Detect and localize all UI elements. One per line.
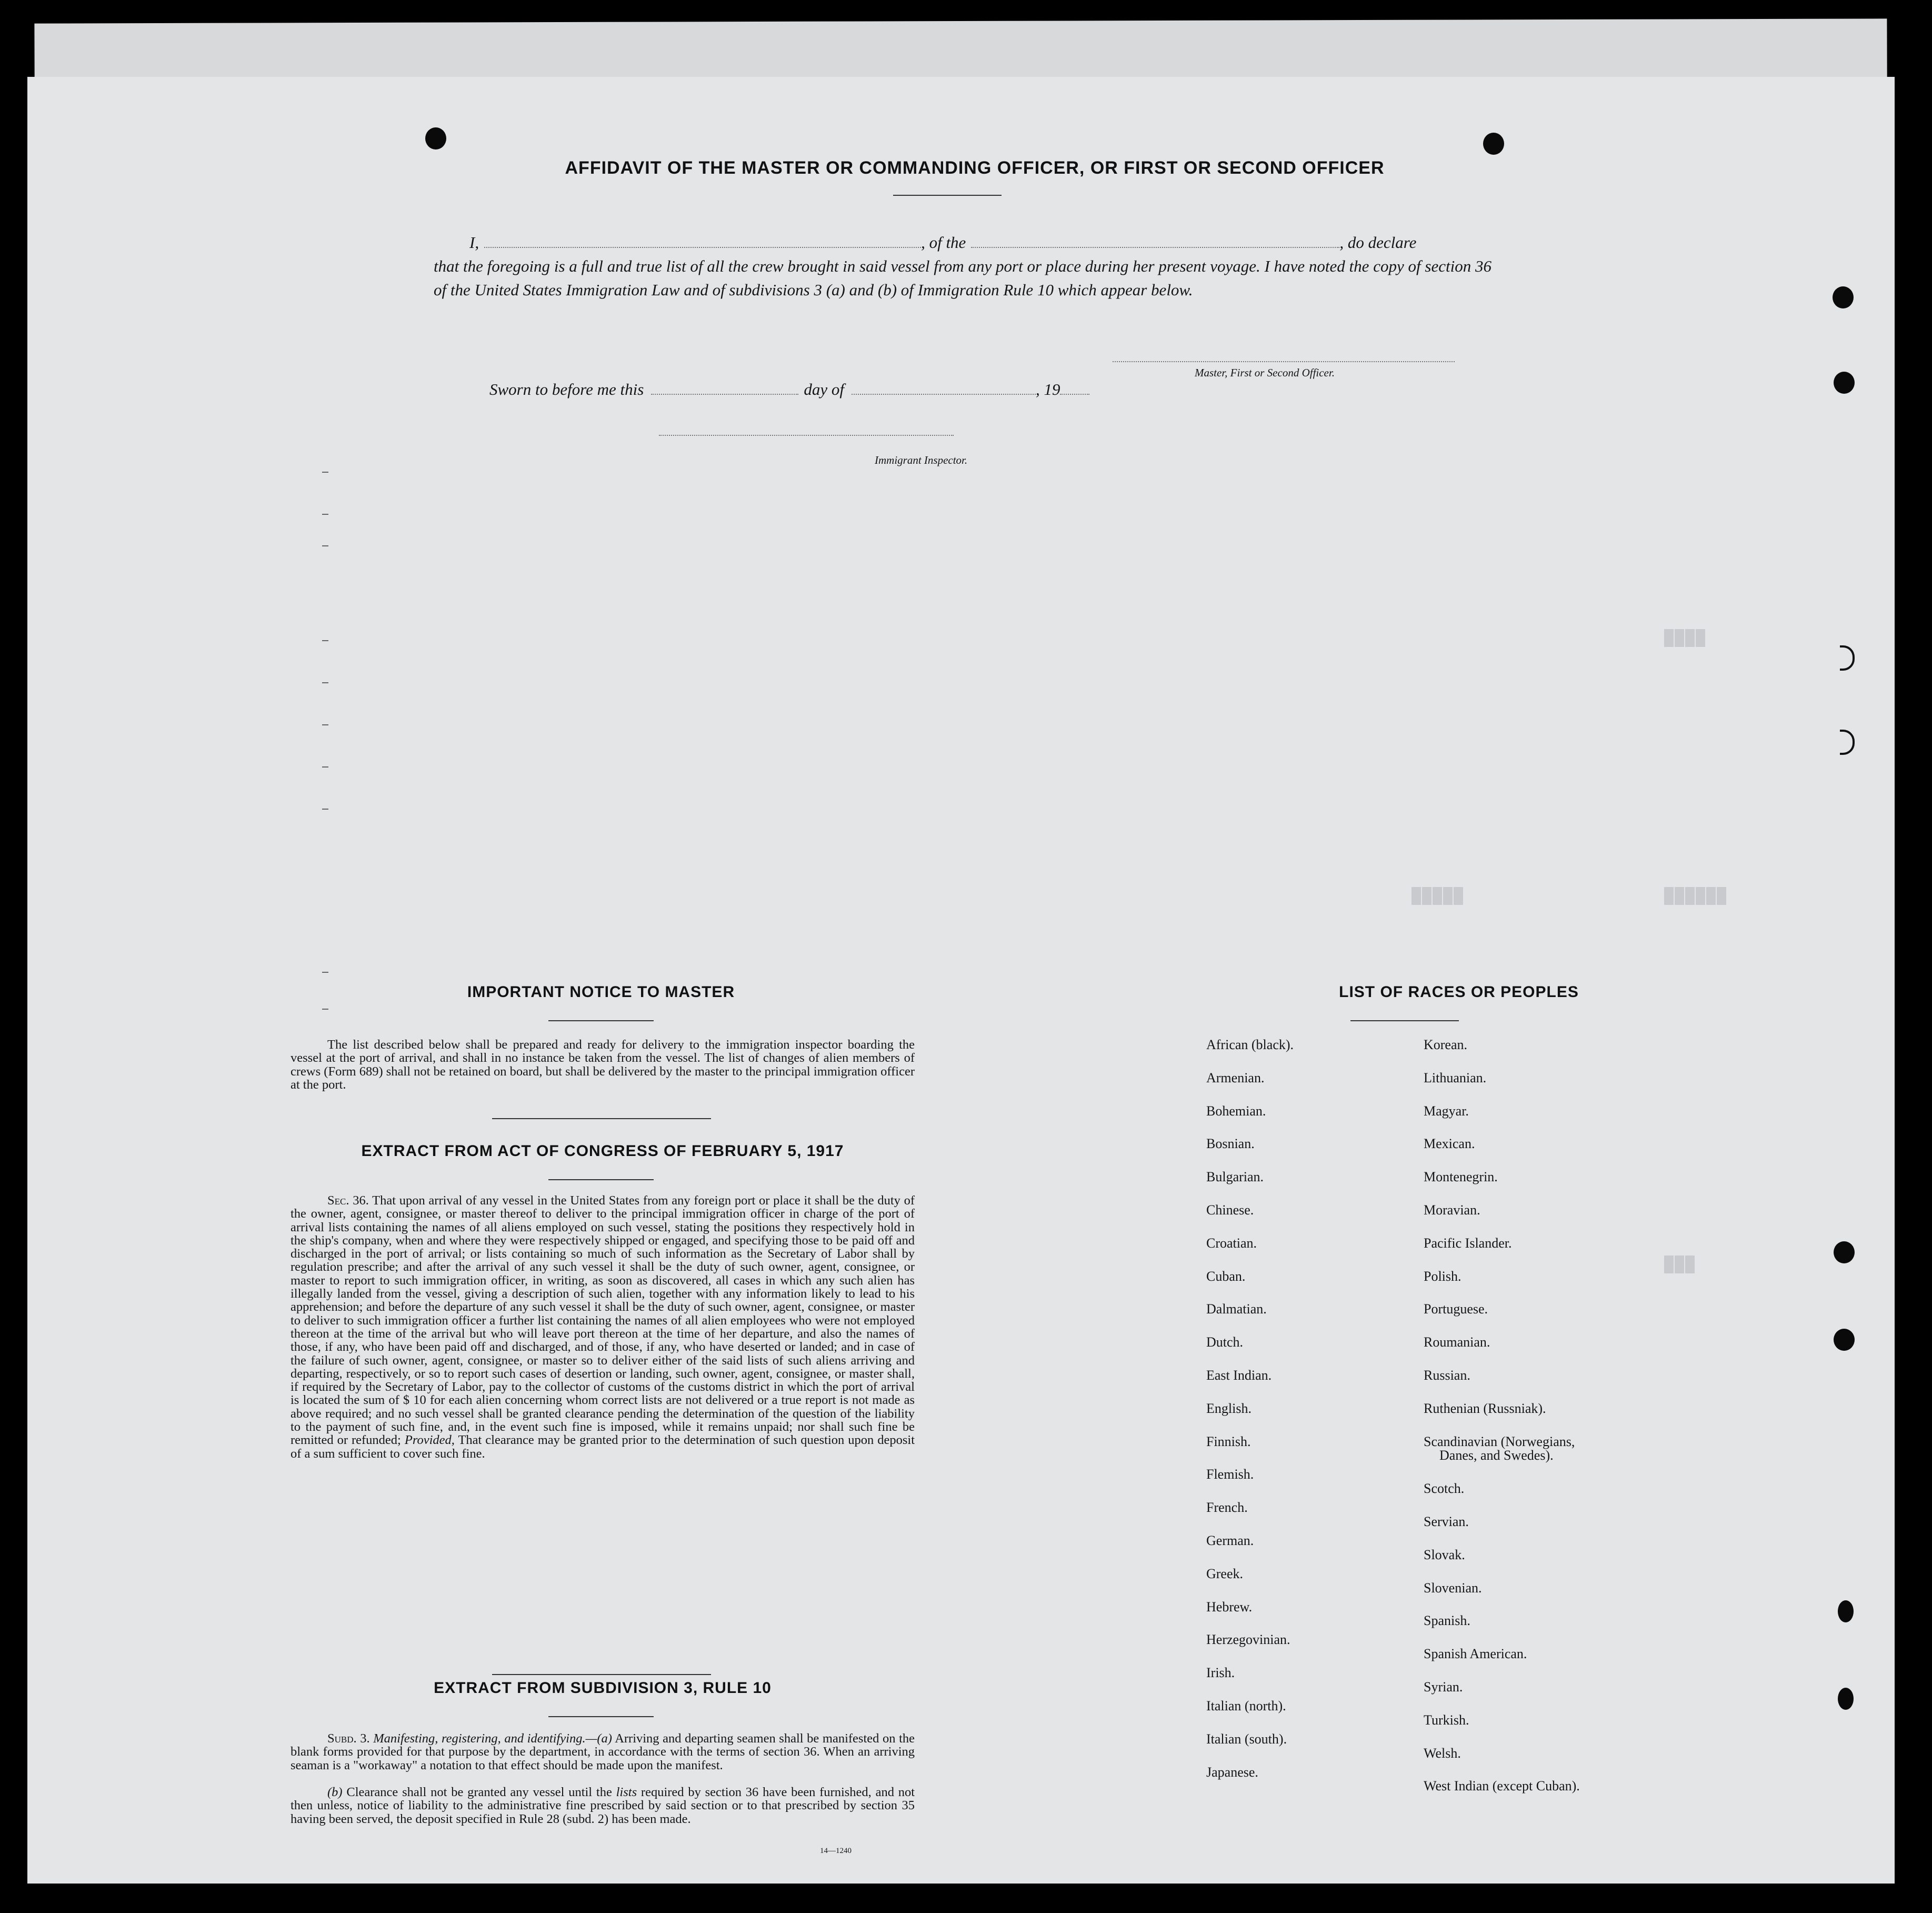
vessel-name-field[interactable] [971,247,1339,248]
declare-suffix: , do declare [1339,233,1417,252]
race-item: Turkish. [1424,1712,1469,1728]
race-item: Flemish. [1206,1467,1254,1482]
punch-hole-icon [425,127,446,150]
race-item: Dutch. [1206,1334,1244,1350]
race-item: Spanish American. [1424,1646,1527,1662]
margin-mark [322,766,328,768]
section-body-end: That clearance may be granted prior to the determination of such question upon deposit of a sum sufficient to cover such fine. [291,1433,915,1461]
inspector-signature-field[interactable] [659,435,954,436]
race-item: Italian (north). [1206,1698,1286,1713]
provided-word: Provided, [404,1433,455,1448]
margin-mark [322,640,328,641]
punch-hole-icon [1483,133,1504,155]
punch-hole-icon [1838,1600,1854,1622]
inspector-signature-label: Immigrant Inspector. [875,454,968,466]
affidavit-statement: that the foregoing is a full and true list of all the crew brought in said vessel from any port or place during her present voyage. I have noted the copy of section 36 of the United States Immigration Law and of subdivisions 3 (a) and (b) of Immigration Rule 10 which appear below. [434,257,1491,299]
margin-mark [322,545,328,546]
punch-hole-icon [1834,1329,1855,1351]
margin-mark [322,724,328,725]
sworn-prefix: Sworn to before me this [489,380,644,398]
punch-hole-icon [1833,286,1854,308]
race-item: Ruthenian (Russniak). [1424,1400,1546,1416]
bleed-through-text: ███ [1664,1256,1696,1274]
subd-para-a: Arriving and departing seamen shall be manifested on the blank forms provided for that purpose by the department, in accordance with the terms of section 36. When an arriving seaman is a "workaway" a notation to that effect should be made upon the manifest. [291,1731,915,1772]
master-signature-label: Master, First or Second Officer. [1195,366,1335,379]
rule-extract-title: EXTRACT FROM SUBDIVISION 3, RULE 10 [434,1679,772,1697]
race-item: Armenian. [1206,1070,1265,1085]
race-item: West Indian (except Cuban). [1424,1778,1580,1794]
declarant-name-field[interactable] [484,247,921,248]
race-item: Croatian. [1206,1235,1257,1251]
declaration-line [434,231,1491,254]
race-item: Mexican. [1424,1136,1475,1152]
sworn-line [489,380,1089,399]
race-item: Scotch. [1424,1481,1465,1497]
rule-para-b [291,1786,915,1826]
race-item: Greek. [1206,1566,1244,1581]
margin-mark [322,1009,328,1010]
race-item: German. [1206,1533,1254,1548]
para-b-lists: lists [616,1785,637,1799]
races-title-underline [1350,1020,1459,1021]
race-item: Roumanian. [1424,1334,1490,1350]
notice-body: The list described below shall be prepared and ready for delivery to the immigration inspector boarding the vessel at the port of arrival, and shall in no instance be taken from the vessel. The list of changes of alien members of crews (Form 689) shall not be retained on board, but shall be delivered by the master to the principal immigration officer at the port. [291,1038,915,1092]
race-item: Dalmatian. [1206,1301,1267,1317]
para-b-text-2: required by section 36 have been furnished, and not then unless, notice of liability to the administrative fine prescribed by said section or to that prescribed by section 35 having been served, the deposit specified in Rule 28 (subd. 2) has been made. [291,1785,915,1826]
race-item: Finnish. [1206,1433,1251,1449]
race-item: Slovenian. [1424,1580,1482,1596]
race-item: French. [1206,1500,1248,1516]
bleed-through-text: ██████ [1664,888,1728,905]
margin-mark [322,514,328,515]
race-item: Polish. [1424,1268,1461,1284]
race-item: Magyar. [1424,1103,1469,1119]
section-label: Sec. 36. [327,1193,369,1208]
subd-title: Manifesting, registering, and identifying.—(a) [373,1731,612,1746]
margin-mark [322,472,328,473]
race-item: Hebrew. [1206,1599,1253,1615]
race-item: Lithuanian. [1424,1070,1487,1085]
vessel-prefix: , of the [921,233,966,252]
torn-hole-icon [1840,730,1855,755]
sworn-day-of: day of [804,380,844,398]
race-item: Irish. [1206,1665,1235,1681]
race-item: Scandinavian (Norwegians, [1424,1433,1575,1449]
punch-hole-icon [1834,1241,1855,1263]
document-page [27,77,1895,1884]
notice-title: IMPORTANT NOTICE TO MASTER [467,983,735,1001]
sworn-year-field[interactable] [1060,394,1089,395]
race-item: Cuban. [1206,1268,1246,1284]
margin-mark [322,972,328,973]
title-underline [893,195,1002,196]
margin-mark [322,682,328,683]
race-item: Pacific Islander. [1424,1235,1512,1251]
race-item: Herzegovinian. [1206,1632,1290,1648]
affidavit-body [434,231,1491,302]
declarant-prefix: I, [469,233,479,252]
race-item: Moravian. [1424,1202,1480,1218]
sworn-year-prefix: , 19 [1035,380,1060,398]
race-item: Russian. [1424,1368,1470,1383]
race-item: Bulgarian. [1206,1169,1264,1185]
race-item: Syrian. [1424,1679,1463,1695]
race-item: Japanese. [1206,1764,1258,1780]
para-b-label: (b) [327,1785,343,1799]
section-body: That upon arrival of any vessel in the United States from any foreign port or place it shall be the duty of the owner, agent, consignee, or master thereof to deliver to the principal immigration officer in charge of the port of arrival lists containing the names of all aliens employed on such vessel, stating the positions they respectively hold in the ship's company, when and where they were respectively shipped or engaged, and specifying those to be paid off and discharged in the port of arrival; or lists containing so much of such information as the Secretary of Labor shall by regulation prescribe; and after the arrival of any such vessel it shall be the duty of such owner, agent, consignee, or master to report to such immigration officer, in writing, as soon as discovered, all cases in which any such alien has illegally landed from the vessel, giving a description of such alien, together with any information likely to lead to his apprehension; and before the departure of any such vessel it shall be the duty of such owner, agent, consignee, or master to deliver to such immigration officer a further list containing the names of all alien employees who were not employed thereon at the time of the arrival but who will leave port thereon at the time of her departure, and also the names of those, if any, who have been paid off and discharged, and of those, if any, who have deserted or landed; and in case of the failure of such owner, agent, consignee, or master so to deliver either of the said lists of such aliens arriving and departing, respectively, or so to report such cases of desertion or landing, such owner, agent, consignee, or master shall, if required by the Secretary of Labor, pay to the collector of customs of the customs district in which the port of arrival is located the sum of $ 10 for each alien concerning whom correct lists are not delivered or a true report is not made as above required; and no such vessel shall be granted clearance pending the determination of the question of the liability to the payment of such fine, and, in the event such fine is imposed, while it remains unpaid; nor shall such fine be remitted or refunded; [291,1193,915,1448]
race-item: Welsh. [1424,1745,1461,1761]
race-item: Italian (south). [1206,1731,1287,1747]
sworn-month-field[interactable] [852,394,1036,395]
race-item: Korean. [1424,1037,1468,1052]
sworn-day-field[interactable] [651,394,798,395]
subd-label: Subd. 3. [327,1731,370,1746]
race-item: Bosnian. [1206,1136,1255,1152]
race-item: Bohemian. [1206,1103,1266,1119]
race-item: Danes, and Swedes). [1439,1448,1554,1463]
section-divider [492,1674,711,1675]
affidavit-title: AFFIDAVIT OF THE MASTER OR COMMANDING OFFICER, OR FIRST OR SECOND OFFICER [565,158,1385,178]
para-b-text-1: Clearance shall not be granted any vessel until the [346,1785,612,1799]
form-number: 14—1240 [820,1847,852,1855]
race-item: Slovak. [1424,1547,1465,1562]
punch-hole-icon [1838,1688,1854,1710]
race-item: East Indian. [1206,1368,1272,1383]
race-item: African (black). [1206,1037,1294,1052]
race-item: Montenegrin. [1424,1169,1498,1185]
race-item: Servian. [1424,1514,1469,1529]
section-divider [492,1118,711,1119]
margin-mark [322,809,328,810]
race-item: Chinese. [1206,1202,1254,1218]
act-title-underline [548,1179,654,1180]
bleed-through-text: █████ [1412,888,1465,905]
bleed-through-text: ████ [1664,630,1707,647]
act-section-36 [291,1194,915,1460]
race-item: Portuguese. [1424,1301,1488,1317]
rule-para-a [291,1732,915,1772]
races-title: LIST OF RACES OR PEOPLES [1339,983,1579,1001]
torn-hole-icon [1840,645,1855,671]
notice-title-underline [548,1020,654,1021]
act-extract-title: EXTRACT FROM ACT OF CONGRESS OF FEBRUARY 5, 1917 [361,1142,844,1160]
punch-hole-icon [1834,372,1855,394]
race-item: English. [1206,1400,1252,1416]
race-item: Spanish. [1424,1613,1470,1629]
rule-title-underline [548,1716,654,1717]
master-signature-field[interactable] [1113,361,1455,362]
